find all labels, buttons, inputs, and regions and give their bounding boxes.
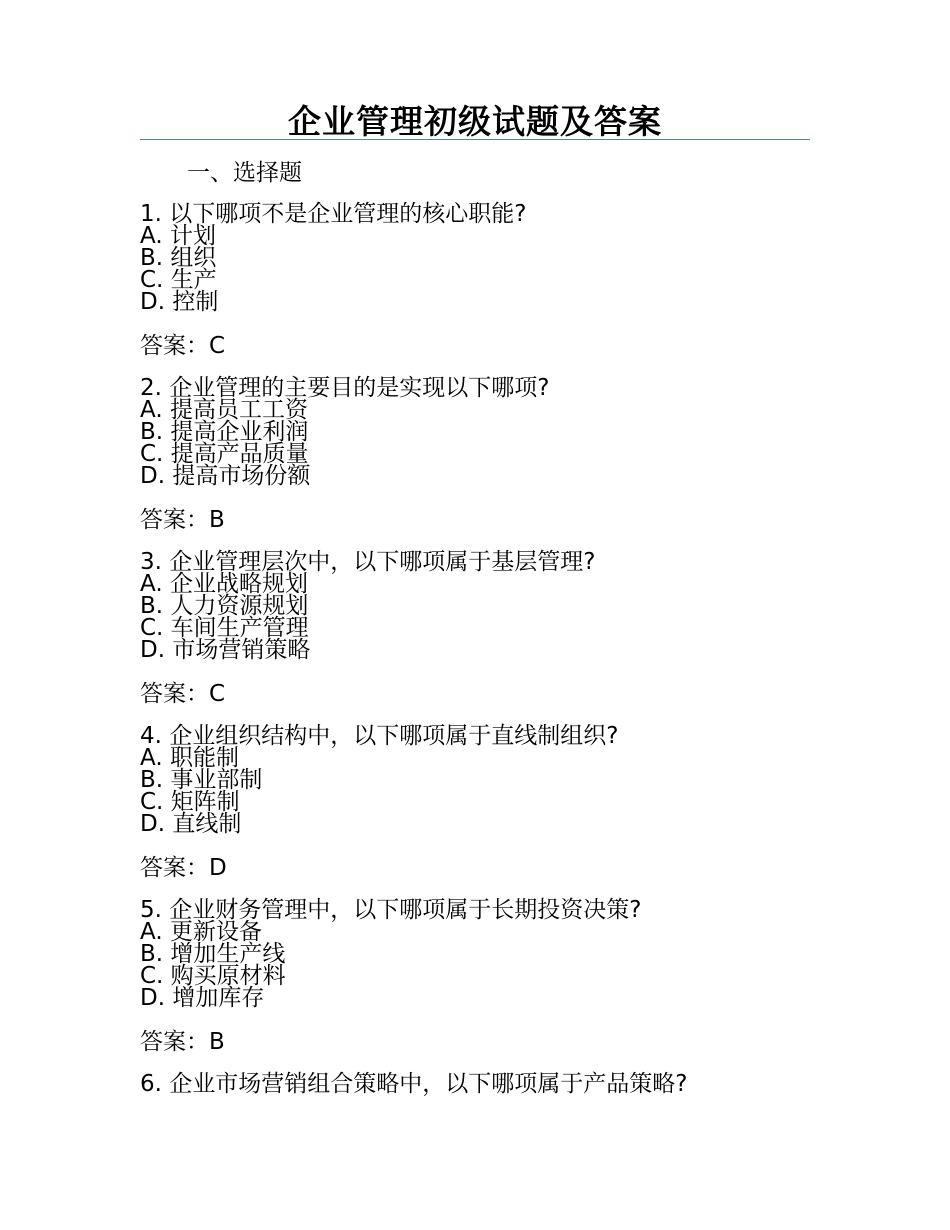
option-a: A. 计划 (140, 223, 216, 249)
answer-line: 答案：B (140, 1029, 225, 1055)
question-4 (140, 725, 820, 883)
option-d: D. 提高市场份额 (140, 463, 311, 489)
question-3 (140, 551, 820, 709)
question-6 (140, 1073, 820, 1095)
question-2 (140, 377, 820, 535)
question-text: 1. 以下哪项不是企业管理的核心职能? (140, 201, 527, 227)
question-1 (140, 203, 820, 361)
option-c: C. 车间生产管理 (140, 615, 309, 641)
option-d: D. 市场营销策略 (140, 637, 311, 663)
answer-line: 答案：D (140, 855, 227, 881)
question-text: 4. 企业组织结构中，以下哪项属于直线制组织? (140, 723, 619, 749)
option-c: C. 购买原材料 (140, 963, 286, 989)
document-title: 企业管理初级试题及答案 (288, 102, 662, 141)
option-d: D. 增加库存 (140, 985, 265, 1011)
answer-line: 答案：B (140, 507, 225, 533)
title-underline (140, 139, 810, 140)
question-text: 3. 企业管理层次中，以下哪项属于基层管理? (140, 549, 596, 575)
answer-line: 答案：C (140, 681, 226, 707)
option-b: B. 增加生产线 (140, 941, 286, 967)
option-d: D. 控制 (140, 289, 219, 315)
question-text: 5. 企业财务管理中，以下哪项属于长期投资决策? (140, 897, 642, 923)
option-c: C. 生产 (140, 267, 217, 293)
option-c: C. 提高产品质量 (140, 441, 309, 467)
option-c: C. 矩阵制 (140, 789, 240, 815)
question-5 (140, 899, 820, 1057)
option-b: B. 人力资源规划 (140, 593, 309, 619)
question-text: 2. 企业管理的主要目的是实现以下哪项? (140, 375, 550, 401)
option-a: A. 更新设备 (140, 919, 262, 945)
option-b: B. 事业部制 (140, 767, 263, 793)
option-b: B. 提高企业利润 (140, 419, 309, 445)
answer-line: 答案：C (140, 333, 226, 359)
option-a: A. 提高员工工资 (140, 397, 308, 423)
section-heading: 一、选择题 (187, 160, 302, 186)
option-a: A. 职能制 (140, 745, 239, 771)
option-b: B. 组织 (140, 245, 217, 271)
option-d: D. 直线制 (140, 811, 242, 837)
option-a: A. 企业战略规划 (140, 571, 308, 597)
question-text: 6. 企业市场营销组合策略中，以下哪项属于产品策略? (140, 1071, 688, 1097)
